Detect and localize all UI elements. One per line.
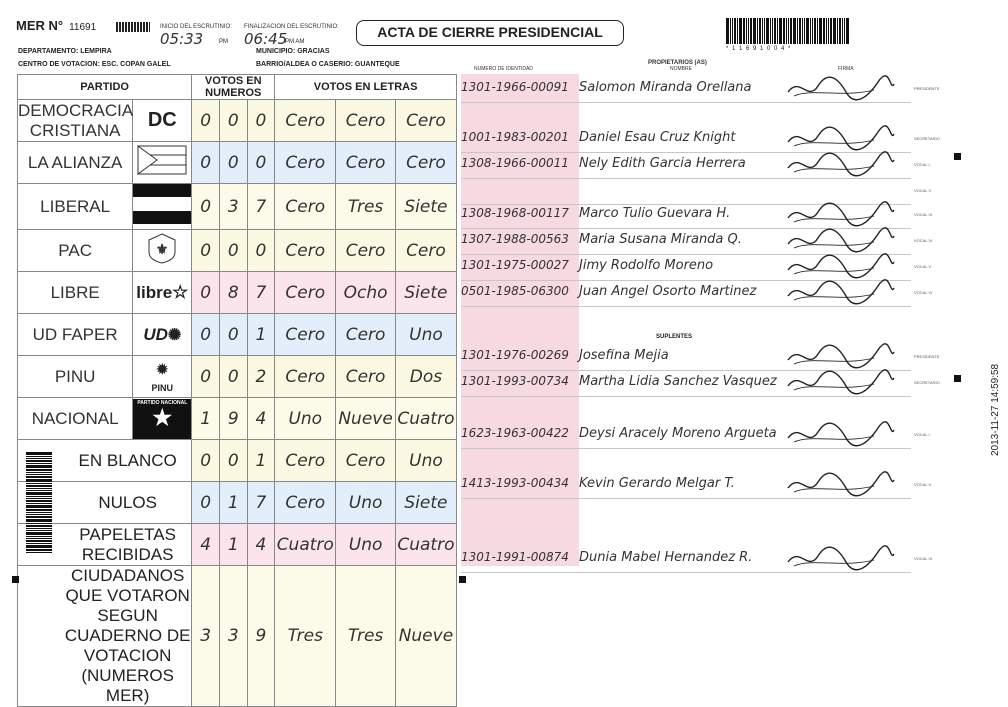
member-cargo: SECRETARIO xyxy=(914,380,940,385)
vote-word: Uno xyxy=(395,314,456,356)
vote-number: 8 xyxy=(219,272,247,314)
barcode-bar xyxy=(830,18,832,44)
vote-word: Cero xyxy=(336,314,396,356)
vote-word: Cero xyxy=(275,356,336,398)
table-row xyxy=(18,142,457,184)
member-row xyxy=(461,232,742,247)
member-row xyxy=(461,206,730,221)
barcode-bar xyxy=(26,479,52,482)
vote-word: Nueve xyxy=(395,566,456,707)
barcode-top xyxy=(726,18,849,44)
nacional-logo: PARTIDO NACIONAL ★ xyxy=(133,399,191,439)
vote-number: 1 xyxy=(247,314,275,356)
barcode-bar xyxy=(826,18,827,44)
alianza-flag-icon xyxy=(137,145,187,175)
barcode-bar xyxy=(26,488,52,489)
barcode-bar xyxy=(786,18,787,44)
barcode-bar xyxy=(764,18,765,44)
party-name: LIBERAL xyxy=(18,184,133,230)
inicio-label: INICIO DEL ESCRUTINIO: xyxy=(160,24,232,30)
vote-word: Cero xyxy=(275,184,336,230)
barcode-bar xyxy=(759,18,761,44)
member-cargo: VOCAL I xyxy=(914,162,930,167)
registration-mark xyxy=(12,576,19,583)
barrio-value: GUANTEQUE xyxy=(354,61,400,68)
departamento-label: DEPARTAMENTO: xyxy=(18,48,79,55)
barcode-bar xyxy=(828,18,829,44)
vote-number: 0 xyxy=(192,272,220,314)
sun-icon: ✺ xyxy=(167,326,182,344)
vote-number: 0 xyxy=(192,440,220,482)
vote-word: Cero xyxy=(336,142,396,184)
member-cargo: PRESIDENTE xyxy=(914,86,940,91)
vote-number: 7 xyxy=(247,482,275,524)
timestamp: 2013-11-27 14:59:58 xyxy=(990,363,1001,456)
party-logo xyxy=(133,398,192,440)
table-row xyxy=(18,314,457,356)
member-id: 1301-1975-00027 xyxy=(461,258,569,272)
barcode-bar xyxy=(26,500,52,502)
barcode-bar xyxy=(26,552,52,553)
barcode-bar xyxy=(797,18,798,44)
member-row xyxy=(461,374,777,389)
table-row xyxy=(18,566,457,707)
vote-word: Cero xyxy=(275,100,336,142)
member-cargo: VOCAL III xyxy=(914,556,932,561)
mer-number xyxy=(16,18,96,33)
member-name: Maria Susana Miranda Q. xyxy=(579,232,742,247)
barcode-bar xyxy=(26,523,52,524)
barcode-bar xyxy=(750,18,752,44)
vote-word: Ocho xyxy=(336,272,396,314)
barcode-bar xyxy=(762,18,763,44)
star-icon: ★ xyxy=(152,405,173,430)
barcode-bar xyxy=(788,18,789,44)
final-unit: PM AM xyxy=(285,39,305,45)
vote-word: Cero xyxy=(336,230,396,272)
member-row xyxy=(461,156,746,171)
party-name: UD FAPER xyxy=(18,314,133,356)
barcode-text: * 1 1 6 9 1 0 0 4 * xyxy=(726,46,792,52)
barcode-bar xyxy=(804,18,805,44)
barcode-bar xyxy=(757,18,758,44)
barcode-bar xyxy=(772,18,773,44)
vote-number: 0 xyxy=(247,230,275,272)
vote-number: 2 xyxy=(247,356,275,398)
vote-word: Uno xyxy=(395,440,456,482)
vote-number: 0 xyxy=(219,100,247,142)
vote-word: Siete xyxy=(395,482,456,524)
final-value: 06:45 xyxy=(244,30,288,48)
vote-number: 0 xyxy=(192,482,220,524)
barcode-bar xyxy=(26,452,52,455)
vote-number: 1 xyxy=(192,398,220,440)
vote-number: 0 xyxy=(219,440,247,482)
barcode-bar xyxy=(810,18,811,44)
barcode-bar xyxy=(837,18,838,44)
vote-number: 3 xyxy=(192,566,220,707)
barcode-bar xyxy=(26,512,52,513)
barcode-bar xyxy=(26,492,52,495)
vote-word: Cuatro xyxy=(395,524,456,566)
table-row xyxy=(18,482,457,524)
sunburst-icon: ✹ xyxy=(156,360,169,377)
vote-word: Cuatro xyxy=(275,524,336,566)
barcode-bar xyxy=(26,463,52,464)
barcode-bar xyxy=(26,465,52,468)
table-row xyxy=(18,440,457,482)
barcode-bar xyxy=(734,18,736,44)
party-name: LA ALIANZA xyxy=(18,142,133,184)
barcode-bar xyxy=(739,18,742,44)
vote-number: 0 xyxy=(219,142,247,184)
table-row xyxy=(18,356,457,398)
vote-number: 1 xyxy=(247,440,275,482)
vote-word: Cero xyxy=(395,142,456,184)
barcode-bar xyxy=(26,528,52,529)
member-name: Salomon Miranda Orellana xyxy=(579,80,752,95)
registration-mark xyxy=(954,153,961,160)
member-cargo: VOCAL II xyxy=(914,482,931,487)
head-propietarios: PROPIETARIOS (AS) xyxy=(648,60,707,66)
votes-table xyxy=(17,74,457,707)
table-row xyxy=(18,398,457,440)
vote-number: 9 xyxy=(219,398,247,440)
barcode-bar xyxy=(746,18,747,44)
municipio-value: GRACIAS xyxy=(297,48,330,55)
barcode-bar xyxy=(26,456,52,457)
barcode-bar xyxy=(26,514,52,515)
barcode-bar xyxy=(26,530,52,531)
member-name: Daniel Esau Cruz Knight xyxy=(579,130,736,145)
party-name: DEMOCRACIA CRISTIANA xyxy=(18,100,134,140)
member-row xyxy=(461,476,735,491)
svg-text:⚜: ⚜ xyxy=(156,241,169,257)
member-name: Marco Tulio Guevara H. xyxy=(579,206,731,221)
vote-word: Nueve xyxy=(336,398,396,440)
table-row xyxy=(18,100,457,142)
vote-number: 0 xyxy=(192,314,220,356)
head-id: NUMERO DE IDENTIDAD xyxy=(474,66,533,72)
suplentes-label: SUPLENTES xyxy=(656,334,693,340)
party-name: LIBRE xyxy=(18,272,133,314)
member-id: 1301-1966-00091 xyxy=(461,80,569,94)
dc-logo: DC xyxy=(147,109,177,131)
table-row xyxy=(18,230,457,272)
barcode-bar xyxy=(26,536,52,537)
member-row xyxy=(461,258,713,273)
vote-word: Siete xyxy=(395,184,456,230)
id-column xyxy=(461,74,579,566)
barcode-bar xyxy=(26,519,52,522)
member-cargo: VOCAL II xyxy=(914,188,931,193)
party-name: NACIONAL xyxy=(18,398,133,440)
barcode-bar xyxy=(26,549,52,551)
member-id: 1307-1988-00563 xyxy=(461,232,569,246)
vote-number: 0 xyxy=(219,356,247,398)
barcode-bar xyxy=(26,532,52,535)
vote-word: Cero xyxy=(275,230,336,272)
party-logo xyxy=(133,142,192,184)
member-id: 1001-1983-00201 xyxy=(461,130,569,144)
barcode-bar xyxy=(26,476,52,478)
barcode-bar xyxy=(26,545,52,548)
departamento xyxy=(18,48,112,55)
barcode-bar xyxy=(732,18,733,44)
barcode-bar xyxy=(802,18,803,44)
member-row xyxy=(461,348,669,363)
barcode-bar xyxy=(26,472,52,473)
barcode-left xyxy=(26,452,52,556)
head-firma: FIRMA xyxy=(838,66,854,72)
party-logo xyxy=(133,100,192,142)
barcode-bar xyxy=(26,458,52,459)
vote-number: 0 xyxy=(192,230,220,272)
document-title: ACTA DE CIERRE PRESIDENCIAL xyxy=(356,20,624,46)
barcode-bar xyxy=(833,18,836,44)
col-partido: PARTIDO xyxy=(18,75,192,100)
party-logo xyxy=(133,184,192,230)
barcode-bar xyxy=(26,543,52,544)
barcode-bar xyxy=(806,18,809,44)
barcode-bar xyxy=(26,474,52,475)
head-nombre: NOMBRE xyxy=(670,66,692,72)
registration-mark xyxy=(954,375,961,382)
barcode-bar xyxy=(777,18,778,44)
member-row xyxy=(461,130,735,145)
col-numeros: VOTOS EN NUMEROS xyxy=(192,75,275,100)
barcode-bar xyxy=(783,18,785,44)
vote-word: Cero xyxy=(336,440,396,482)
centro-value: ESC. COPAN GALEL xyxy=(101,61,171,68)
table-row xyxy=(18,184,457,230)
barcode-bar xyxy=(846,18,849,44)
vote-word: Cero xyxy=(275,482,336,524)
barcode-bar xyxy=(770,18,771,44)
vote-number: 4 xyxy=(247,524,275,566)
vote-number: 0 xyxy=(219,314,247,356)
vote-number: 7 xyxy=(247,272,275,314)
liberal-flag-icon xyxy=(133,184,191,224)
vote-number: 3 xyxy=(219,184,247,230)
member-id: 1308-1966-00011 xyxy=(461,156,569,170)
centro-label: CENTRO DE VOTACION: xyxy=(18,61,100,68)
vote-number: 0 xyxy=(192,142,220,184)
vote-word: Cero xyxy=(336,100,396,142)
party-name: PINU xyxy=(18,356,133,398)
table-row xyxy=(18,272,457,314)
barcode-bar xyxy=(823,18,825,44)
member-cargo: PRESIDENTE xyxy=(914,354,940,359)
member-cargo: SECRETARIO xyxy=(914,136,940,141)
registration-mark xyxy=(459,576,466,583)
party-logo xyxy=(133,230,192,272)
vote-word: Cero xyxy=(336,356,396,398)
member-name: Deysi Aracely Moreno Argueta xyxy=(579,426,777,441)
barcode-bar xyxy=(26,540,52,542)
member-id: 1301-1976-00269 xyxy=(461,348,569,362)
vote-number: 0 xyxy=(247,142,275,184)
barcode-bar xyxy=(799,18,801,44)
vote-number: 7 xyxy=(247,184,275,230)
barcode-bar xyxy=(817,18,818,44)
barcode-bar xyxy=(26,496,52,497)
table-row xyxy=(18,524,457,566)
vote-word: Cero xyxy=(275,142,336,184)
barcode-bar xyxy=(26,516,52,518)
barcode-bar xyxy=(819,18,822,44)
signature-image xyxy=(782,150,898,183)
vote-number: 0 xyxy=(219,230,247,272)
vote-word: Cero xyxy=(275,440,336,482)
row-label: CIUDADANOS QUE VOTARON SEGUN CUADERNO DE VOTACION (NUMEROS MER) xyxy=(18,566,192,707)
logo-mark xyxy=(116,22,150,32)
barcode-bar xyxy=(814,18,816,44)
libre-logo: libre xyxy=(136,283,173,302)
member-name: Kevin Gerardo Melgar T. xyxy=(579,476,735,491)
vote-number: 0 xyxy=(192,100,220,142)
star-icon: ☆ xyxy=(172,282,189,302)
member-name: Jimy Rodolfo Moreno xyxy=(579,258,714,273)
vote-word: Cero xyxy=(275,272,336,314)
member-name: Dunia Mabel Hernandez R. xyxy=(579,550,753,565)
barcode-bar xyxy=(774,18,776,44)
member-cargo: VOCAL V xyxy=(914,264,932,269)
vote-word: Tres xyxy=(336,566,396,707)
barcode-bar xyxy=(812,18,813,44)
member-id: 0501-1985-06300 xyxy=(461,284,569,298)
party-logo xyxy=(133,356,192,398)
barcode-bar xyxy=(26,525,52,527)
member-cargo: VOCAL VI xyxy=(914,290,933,295)
barcode-bar xyxy=(737,18,738,44)
barcode-bar xyxy=(26,509,52,511)
vote-word: Tres xyxy=(275,566,336,707)
vote-number: 0 xyxy=(247,100,275,142)
vote-number: 4 xyxy=(192,524,220,566)
inicio-unit: PM xyxy=(219,39,228,45)
signature-image xyxy=(782,420,898,453)
vote-word: Cero xyxy=(395,230,456,272)
barcode-bar xyxy=(842,18,843,44)
member-row xyxy=(461,80,751,95)
vote-number: 4 xyxy=(247,398,275,440)
barcode-bar xyxy=(26,503,52,504)
barrio-label: BARRIO/ALDEA O CASERIO: xyxy=(256,61,353,68)
municipio xyxy=(256,48,330,55)
member-id: 1301-1991-00874 xyxy=(461,550,569,564)
pinu-logo: ✹ PINU xyxy=(151,360,174,393)
col-letras: VOTOS EN LETRAS xyxy=(275,75,457,100)
signature-image xyxy=(782,544,898,577)
barcode-bar xyxy=(26,498,52,499)
member-row xyxy=(461,182,579,197)
vote-word: Siete xyxy=(395,272,456,314)
member-id: 1301-1993-00734 xyxy=(461,374,569,388)
member-id: 1623-1963-00422 xyxy=(461,426,569,440)
member-cargo: VOCAL I xyxy=(914,432,930,437)
row-label: NULOS xyxy=(18,482,192,524)
mer-value: 11691 xyxy=(69,22,97,33)
member-name: Martha Lidia Sanchez Vasquez xyxy=(579,374,777,389)
barcode-bar xyxy=(730,18,731,44)
vote-number: 1 xyxy=(219,524,247,566)
barcode-bar xyxy=(26,538,52,539)
vote-number: 0 xyxy=(192,356,220,398)
member-name: Josefina Mejia xyxy=(579,348,669,363)
barcode-bar xyxy=(790,18,792,44)
member-name: Nely Edith Garcia Herrera xyxy=(579,156,746,171)
barcode-bar xyxy=(766,18,769,44)
party-logo xyxy=(133,314,192,356)
pac-emblem-icon xyxy=(147,232,177,264)
barcode-bar xyxy=(779,18,782,44)
signature-image xyxy=(782,278,898,311)
vote-word: Dos xyxy=(395,356,456,398)
barcode-bar xyxy=(26,483,52,484)
vote-word: Uno xyxy=(336,482,396,524)
centro xyxy=(18,61,171,68)
barcode-bar xyxy=(839,18,841,44)
signature-image xyxy=(782,368,898,401)
ud-logo: UD xyxy=(143,324,168,344)
barcode-bar xyxy=(743,18,745,44)
row-label: PAPELETAS RECIBIDAS xyxy=(18,524,192,566)
mer-label: MER N° xyxy=(16,18,64,33)
vote-word: Uno xyxy=(275,398,336,440)
barcode-bar xyxy=(26,485,52,487)
vote-number: 0 xyxy=(192,184,220,230)
vote-number: 9 xyxy=(247,566,275,707)
departamento-value: LEMPIRA xyxy=(80,48,112,55)
vote-number: 3 xyxy=(219,566,247,707)
barcode-bar xyxy=(726,18,729,44)
barcode-bar xyxy=(26,469,52,471)
member-id: 1413-1993-00434 xyxy=(461,476,569,490)
barcode-bar xyxy=(26,505,52,508)
party-name: PAC xyxy=(18,230,133,272)
barcode-bar xyxy=(748,18,749,44)
vote-number: 1 xyxy=(219,482,247,524)
member-id: 1308-1968-00117 xyxy=(461,206,569,220)
member-row xyxy=(461,284,756,299)
final-label: FINALIZACION DEL ESCRUTINIO: xyxy=(244,24,339,30)
vote-word: Cuatro xyxy=(395,398,456,440)
vote-word: Cero xyxy=(275,314,336,356)
vote-word: Cero xyxy=(395,100,456,142)
municipio-label: MUNICIPIO: xyxy=(256,48,296,55)
member-row xyxy=(461,426,777,441)
inicio-value: 05:33 xyxy=(160,30,204,48)
vote-word: Tres xyxy=(336,184,396,230)
signature-image xyxy=(782,74,898,107)
barcode-bar xyxy=(793,18,796,44)
member-name: Juan Angel Osorto Martinez xyxy=(579,284,757,299)
barcode-bar xyxy=(26,460,52,462)
member-cargo: VOCAL IV xyxy=(914,238,933,243)
row-label: EN BLANCO xyxy=(18,440,192,482)
barcode-bar xyxy=(753,18,756,44)
barrio xyxy=(256,61,400,68)
party-logo xyxy=(133,272,192,314)
signature-image xyxy=(782,470,898,503)
barcode-bar xyxy=(844,18,845,44)
vote-word: Uno xyxy=(336,524,396,566)
member-cargo: VOCAL III xyxy=(914,212,932,217)
member-row xyxy=(461,550,752,565)
barcode-bar xyxy=(26,490,52,491)
